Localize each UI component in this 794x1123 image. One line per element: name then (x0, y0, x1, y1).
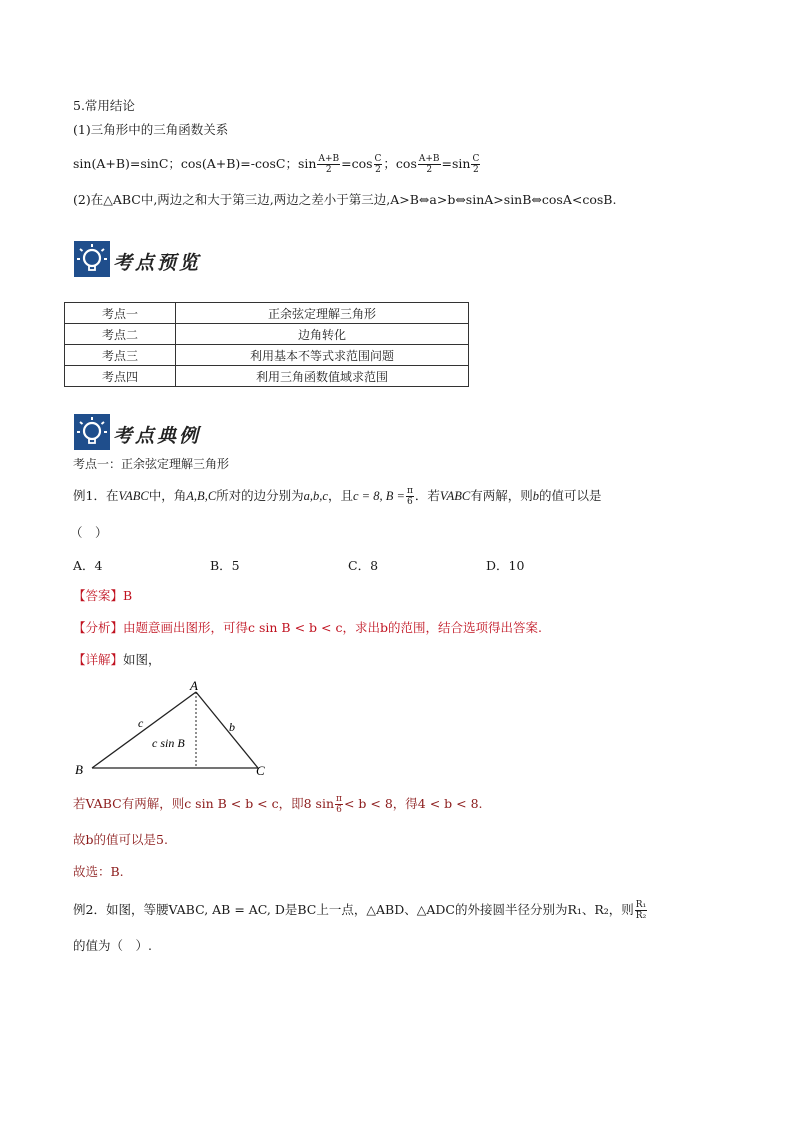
example2-question: 例2．如图，等腰VABC, AB = AC, D是BC上一点，△ABD、△ADC的外接圆半径分别为R₁、R₂，则 $\frac{\text{R₁}}{\text{R₂}}$ (73, 900, 647, 921)
analysis-line: 【分析】由题意画出图形，可得c sin B < b < c，求出b的范围，结合选项得出答案. (73, 620, 542, 635)
detail-line: 【详解】如图， (73, 652, 161, 667)
example1-question: 例1．在VABC中，角A,B,C所对的边分别为a,b,c，且c = 8, B = $\frac{\pi}{6}$ ．若VABC有两解，则b的值可以是 (73, 486, 602, 507)
triangle-figure (70, 675, 280, 785)
table-row: 考点四 利用三角函数值域求范围 (65, 366, 469, 387)
answer-paren: （ ） (70, 525, 108, 540)
vertex-c-label: C (256, 763, 265, 778)
side-c-label: c (138, 716, 144, 730)
topic-overview-table (64, 302, 469, 387)
banner-title-preview: 考点预览 (113, 252, 202, 274)
lightbulb-icon (74, 414, 110, 450)
trig-formula-line: sin(A+B)=sinC；cos(A+B)=-cosC；sin $\frac{A+B}{2}$ =cos $\frac{C}{2}$ ；cos $\frac{A+B}{2}$ =sin $\frac{C}{2}$ (73, 154, 480, 175)
solution-line-2: 故b的值可以是5. (73, 832, 168, 847)
table-row: 考点一 正余弦定理解三角形 (65, 303, 469, 324)
banner-title-examples: 考点典例 (113, 425, 202, 447)
topic1-heading: 考点一：正余弦定理解三角形 (73, 457, 230, 471)
lightbulb-icon (74, 241, 110, 277)
section-heading: 5.常用结论 (73, 98, 135, 113)
subsection-1: (1)三角形中的三角函数关系 (73, 122, 229, 137)
option-a: A．4 (73, 558, 103, 573)
answer-line: 【答案】B (73, 588, 133, 603)
vertex-a-label: A (190, 678, 198, 693)
table-row: 考点二 边角转化 (65, 324, 469, 345)
solution-line-3: 故选：B. (73, 864, 124, 879)
option-d: D．10 (486, 558, 525, 573)
table-row: 考点三 利用基本不等式求范围问题 (65, 345, 469, 366)
example2-question-line2: 的值为（ ）. (73, 938, 152, 953)
vertex-b-label: B (75, 762, 83, 777)
subsection-2: (2)在△ABC中,两边之和大于第三边,两边之差小于第三边,A>B⇔a>b⇔sinA>sinB⇔cosA<cosB. (73, 192, 617, 207)
option-b: B．5 (210, 558, 240, 573)
solution-line-1: 若VABC有两解，则c sin B < b < c，即8 sin $\frac{\pi}{6}$ < b < 8，得4 < b < 8. (73, 794, 483, 815)
side-b-label: b (229, 720, 235, 734)
height-label: c sin B (152, 736, 185, 750)
option-c: C．8 (348, 558, 379, 573)
